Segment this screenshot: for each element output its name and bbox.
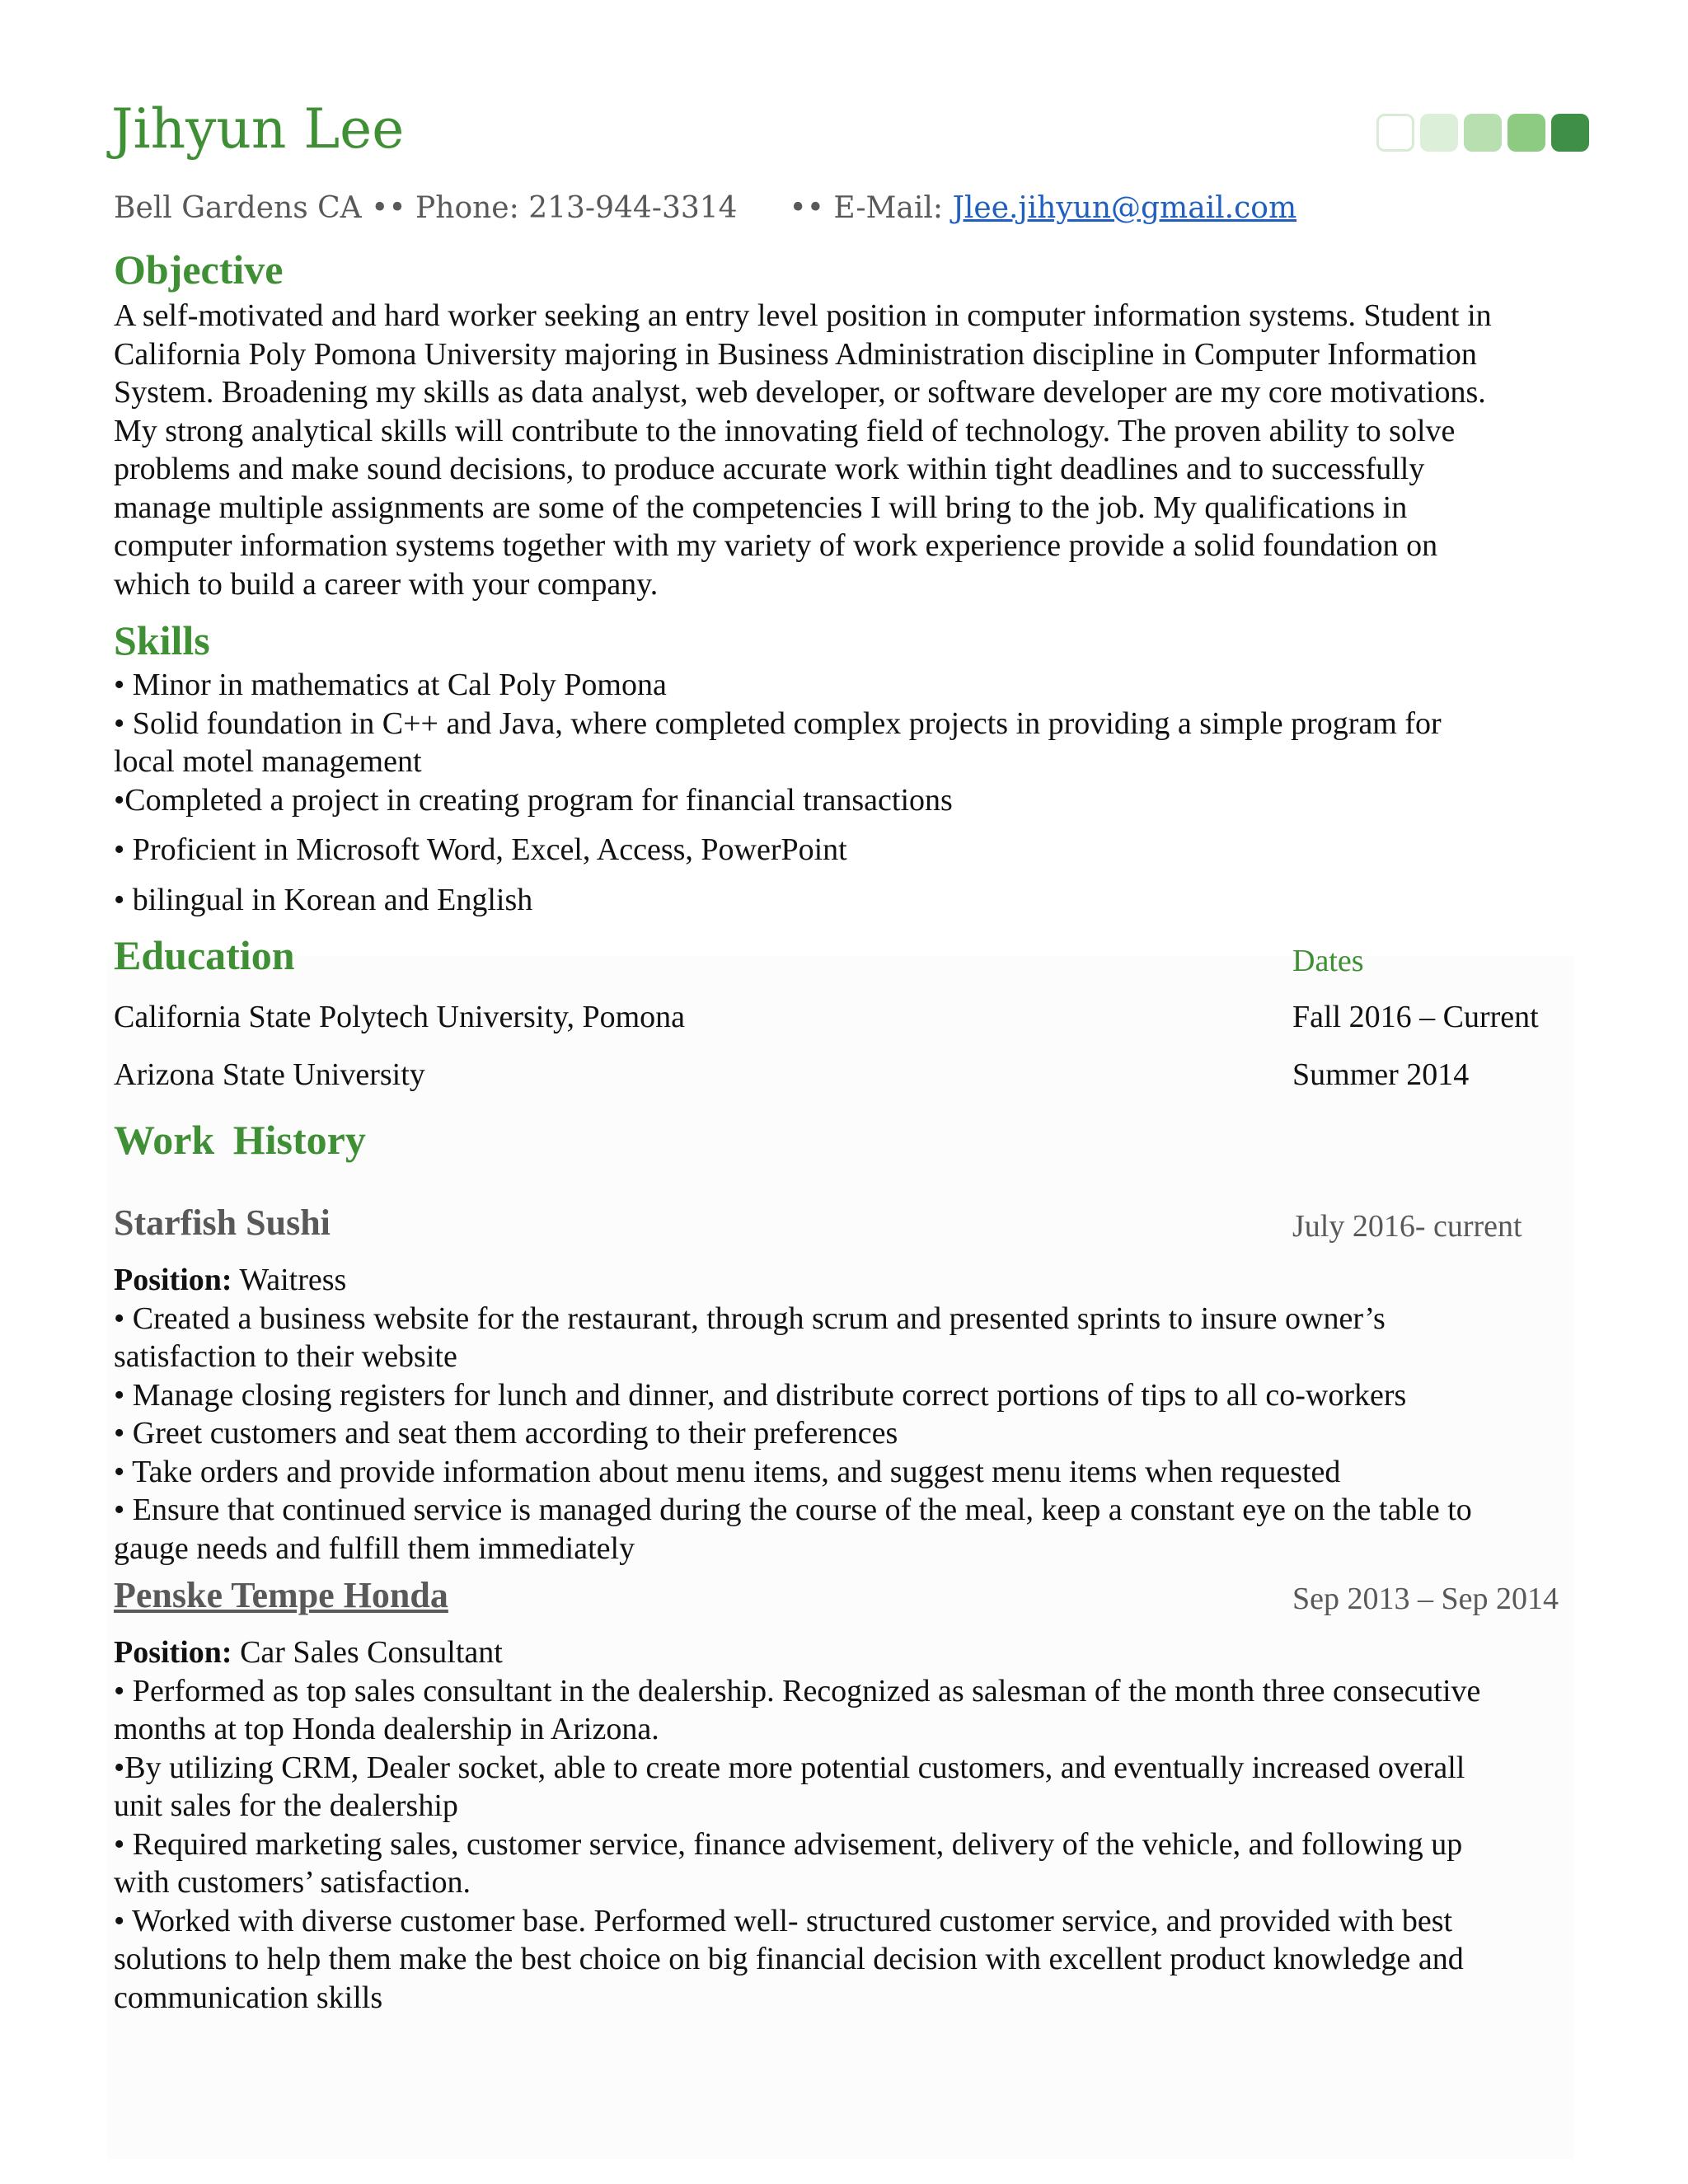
decorative-squares [1376, 114, 1589, 152]
duty-line: communication skills [114, 1980, 383, 2015]
school-dates: Summer 2014 [1292, 1057, 1470, 1092]
duty-line: solutions to help them make the best choice on big financial decision with excellent product knowledge and [114, 1942, 1464, 1976]
duty-line: gauge needs and fulfill them immediately [114, 1530, 635, 1566]
job-details [114, 1261, 1581, 1568]
duty-line: • Created a business website for the restaurant, through scrum and presented sprints to insure owner’s [114, 1301, 1386, 1336]
objective-line: California Poly Pomona University majoring in Business Administration discipline in Computer Information [114, 336, 1477, 372]
email-label: E-Mail: [833, 191, 943, 225]
position-title: Car Sales Consultant [240, 1635, 503, 1670]
employment-dates: July 2016- current [1292, 1209, 1522, 1244]
objective-line: A self-motivated and hard worker seeking an entry level position in computer information systems. Student in [114, 298, 1492, 333]
location: Bell Gardens CA [114, 191, 362, 225]
skills-list [114, 666, 1581, 919]
school-name: Arizona State University [114, 1057, 425, 1092]
duty-line: months at top Honda dealership in Arizona. [114, 1712, 659, 1746]
position-title: Waitress [239, 1263, 347, 1297]
skill-item: • Minor in mathematics at Cal Poly Pomona [114, 668, 667, 702]
objective-text [114, 297, 1581, 603]
duty-line: • Worked with diverse customer base. Performed well- structured customer service, and provided with best [114, 1903, 1453, 1938]
duty-line: • Performed as top sales consultant in the dealership. Recognized as salesman of the month three consecutive [114, 1673, 1481, 1708]
separator: •• [371, 191, 406, 225]
duty-line: unit sales for the dealership [114, 1788, 458, 1823]
school-dates: Fall 2016 – Current [1292, 1000, 1539, 1034]
position-line [114, 1261, 1581, 1300]
duty-line: with customers’ satisfaction. [114, 1865, 471, 1900]
objective-line: computer information systems together with my variety of work experience provide a solid foundation on [114, 528, 1438, 563]
education-heading: Education [114, 932, 295, 978]
objective-line: My strong analytical skills will contribute to the innovating field of technology. The proven ability to solve [114, 413, 1456, 448]
email-link[interactable]: Jlee.jihyun@gmail.com [952, 191, 1297, 225]
employer-name: Starfish Sushi [114, 1202, 331, 1243]
objective-line: problems and make sound decisions, to produce accurate work within tight deadlines and to successfully [114, 452, 1425, 486]
square-1 [1376, 114, 1414, 152]
phone-number: 213-944-3314 [528, 191, 738, 225]
duty-line: • Ensure that continued service is managed during the course of the meal, keep a constant eye on the table to [114, 1493, 1472, 1527]
separator: •• [789, 191, 824, 225]
position-label: Position: [114, 1635, 232, 1670]
job-details [114, 1633, 1581, 2017]
employer-name-link[interactable]: Penske Tempe Honda [114, 1575, 448, 1615]
skills-heading: Skills [114, 617, 210, 663]
square-5 [1551, 114, 1589, 152]
employment-dates: Sep 2013 – Sep 2014 [1292, 1582, 1559, 1616]
duty-line: • Manage closing registers for lunch and dinner, and distribute correct portions of tips to all co-workers [114, 1377, 1407, 1413]
duty-line: • Take orders and provide information about menu items, and suggest menu items when requested [114, 1454, 1341, 1489]
square-2 [1420, 114, 1458, 152]
square-4 [1507, 114, 1545, 152]
work-history-heading: Work History [114, 1117, 366, 1163]
square-3 [1464, 114, 1502, 152]
position-line [114, 1633, 1581, 1672]
objective-line: which to build a career with your company. [114, 566, 659, 602]
school-name: California State Polytech University, Pomona [114, 1000, 686, 1034]
objective-heading: Objective [114, 246, 284, 293]
skill-item: •Completed a project in creating program for financial transactions [114, 782, 953, 818]
contact-line [114, 191, 1296, 225]
objective-line: manage multiple assignments are some of the competencies I will bring to the job. My qualifications in [114, 490, 1408, 525]
duty-line: •By utilizing CRM, Dealer socket, able to create more potential customers, and eventually increased overall [114, 1750, 1465, 1785]
skill-item: • Proficient in Microsoft Word, Excel, Access, PowerPoint [114, 832, 847, 867]
candidate-name: Jihyun Lee [111, 97, 405, 161]
skill-item: • Solid foundation in C++ and Java, where completed complex projects in providing a simple program for [114, 705, 1442, 741]
position-label: Position: [114, 1263, 232, 1297]
duty-line: • Greet customers and seat them according to their preferences [114, 1416, 898, 1451]
dates-heading: Dates [1292, 944, 1364, 978]
skill-item: local motel management [114, 744, 422, 779]
duty-line: • Required marketing sales, customer service, finance advisement, delivery of the vehicle, and following up [114, 1826, 1463, 1862]
skill-item: • bilingual in Korean and English [114, 882, 533, 917]
phone-label: Phone: [415, 191, 519, 225]
duty-line: satisfaction to their website [114, 1339, 457, 1374]
objective-line: System. Broadening my skills as data analyst, web developer, or software developer are my core motivations. [114, 375, 1486, 410]
